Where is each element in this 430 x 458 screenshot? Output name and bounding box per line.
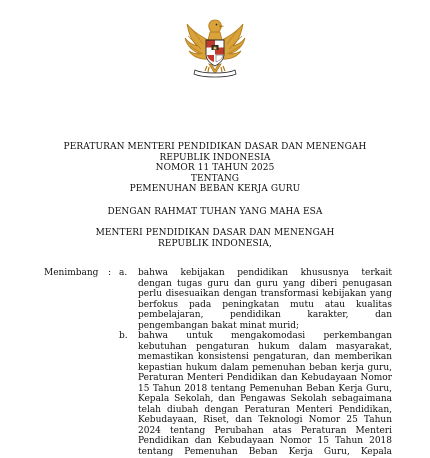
consideration-paragraph: [138, 268, 392, 331]
minister-title: [0, 228, 430, 249]
paragraph-line: memastikan konsistensi pengaturan, dan memberikan: [138, 352, 392, 363]
title-line: TENTANG: [190, 173, 240, 184]
paragraph-line: dengan tugas guru dan guru yang diberi penugasan: [138, 278, 392, 289]
regulation-title: [0, 142, 430, 195]
item-marker: b.: [119, 331, 128, 341]
title-line: REPUBLIK INDONESIA: [159, 152, 271, 163]
paragraph-line: kebutuhan pengaturan hukum dalam masyarakat,: [138, 341, 392, 352]
paragraph-line: berfokus pada peningkatan mutu atau kualitas: [138, 299, 392, 310]
title-line: NOMOR 11 TAHUN 2025: [155, 163, 275, 174]
consideration-paragraph: [138, 331, 392, 458]
paragraph-line: 2024 tentang Perubahan atas Peraturan Menteri: [138, 425, 392, 436]
paragraph-line: Kepala Sekolah, dan Pengawas Sekolah sebagaimana: [138, 394, 392, 405]
paragraph-line: bahwa untuk mengakomodasi perkembangan: [138, 331, 392, 341]
title-line: PERATURAN MENTERI PENDIDIKAN DASAR DAN MENENGAH: [63, 142, 367, 152]
garuda-emblem-icon: [181, 14, 249, 82]
paragraph-line: kepastian hukum dalam pemenuhan beban kerja guru,: [138, 362, 392, 373]
paragraph-line: tentang Pemenuhan Beban Kerja Guru, Kepala: [138, 447, 392, 458]
item-marker: a.: [119, 268, 128, 278]
paragraph-line: pengembangan bakat minat murid;: [138, 320, 299, 331]
paragraph-line: Peraturan Menteri Pendidikan dan Kebudayaan Nomor: [138, 373, 392, 384]
menimbang-label: Menimbang: [44, 268, 99, 278]
paragraph-line: bahwa kebijakan pendidikan khususnya terkait: [138, 268, 392, 278]
menimbang-colon: :: [108, 268, 112, 278]
minister-line: REPUBLIK INDONESIA,: [157, 238, 272, 249]
paragraph-line: perlu disesuaikan dengan transformasi kebijakan yang: [138, 289, 392, 300]
rahmat-line: DENGAN RAHMAT TUHAN YANG MAHA ESA: [107, 207, 323, 217]
title-line: PEMENUHAN BEBAN KERJA GURU: [129, 184, 301, 195]
paragraph-line: pembelajaran, pendidikan karakter, dan: [138, 310, 392, 321]
paragraph-line: telah diubah dengan Peraturan Menteri Pendidikan,: [138, 404, 392, 415]
minister-line: MENTERI PENDIDIKAN DASAR DAN MENENGAH: [95, 228, 335, 238]
paragraph-line: 15 Tahun 2018 tentang Pemenuhan Beban Kerja Guru,: [138, 383, 392, 394]
paragraph-line: Kebudayaan, Riset, dan Teknologi Nomor 25 Tahun: [138, 415, 392, 426]
paragraph-line: Pendidikan dan Kebudayaan Nomor 15 Tahun 2018: [138, 436, 392, 447]
